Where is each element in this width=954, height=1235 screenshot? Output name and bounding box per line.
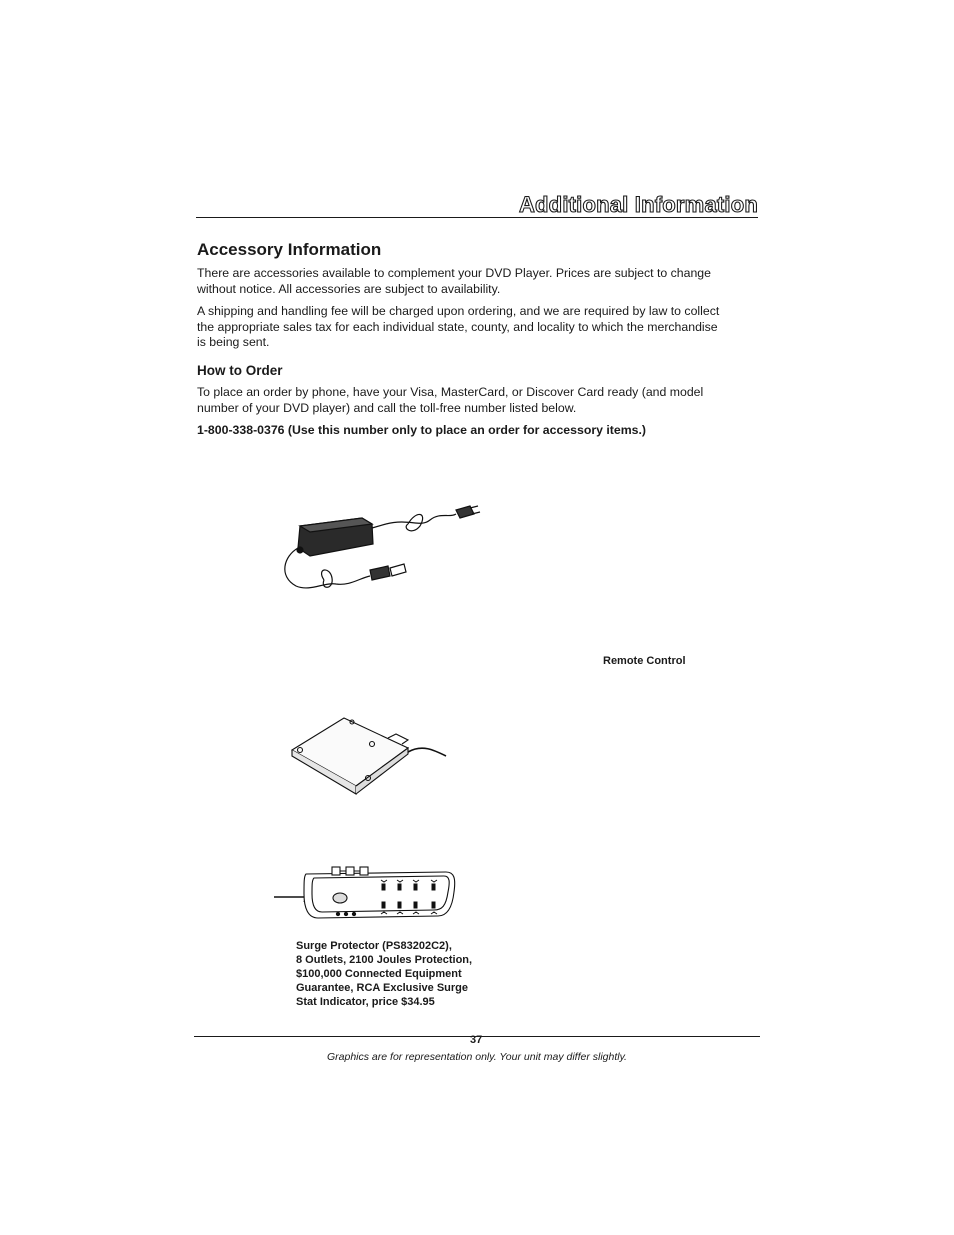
battery-pack-illustration (286, 714, 451, 800)
page-header-title: Additional Information (518, 192, 758, 217)
surge-caption-line: Stat Indicator, price $34.95 (296, 996, 435, 1008)
section-title: Accessory Information (197, 240, 382, 259)
header-rule (196, 217, 758, 218)
page-number: 37 (470, 1034, 483, 1046)
how-to-order-title: How to Order (197, 363, 283, 378)
shipping-paragraph: A shipping and handling fee will be charged upon ordering, and we are required by law to collect the appropriate sales tax for each individual state, county, and locality to which the merchandise is being sent. (197, 304, 720, 350)
surge-caption-line: Guarantee, RCA Exclusive Surge (296, 982, 468, 994)
surge-protector-caption (296, 939, 496, 1009)
intro-paragraph: There are accessories available to complement your DVD Player. Prices are subject to change without notice. All accessories are subject to availability. (197, 266, 711, 296)
remote-control-label: Remote Control (603, 655, 686, 667)
order-phone-line: 1-800-338-0376 (Use this number only to place an order for accessory items.) (197, 423, 647, 437)
ac-adapter-illustration (270, 498, 485, 598)
surge-caption-line: $100,000 Connected Equipment (296, 968, 462, 980)
how-to-order-paragraph: To place an order by phone, have your Visa, MasterCard, or Discover Card ready (and model number of your DVD player) and call the toll-free number listed below. (197, 385, 704, 415)
footer-note: Graphics are for representation only. Your unit may differ slightly. (327, 1051, 627, 1063)
surge-caption-line: 8 Outlets, 2100 Joules Protection, (296, 954, 473, 966)
surge-caption-line: Surge Protector (PS83202C2), (296, 940, 452, 952)
surge-protector-illustration (274, 864, 460, 926)
